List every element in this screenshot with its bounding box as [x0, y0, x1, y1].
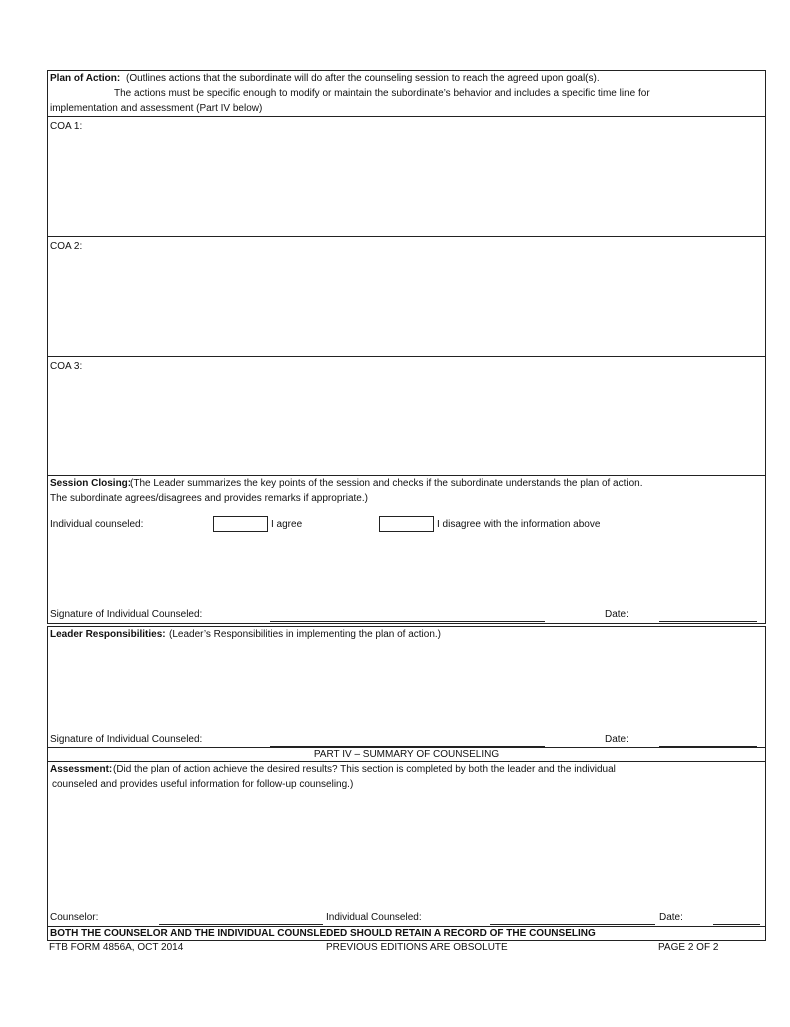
coa-2-label: COA 2: — [50, 241, 83, 252]
coa-3-label: COA 3: — [50, 361, 83, 372]
session-closing-label: Session Closing: — [50, 478, 132, 489]
part-iv-title: PART IV – SUMMARY OF COUNSELING — [313, 749, 500, 760]
date-label: Date: — [605, 609, 629, 620]
coa-1-label: COA 1: — [50, 121, 83, 132]
individual-counseled-signature-line[interactable] — [490, 924, 655, 925]
leader-date-label: Date: — [605, 734, 629, 745]
agree-label: I agree — [271, 519, 303, 530]
assessment-line2: counseled and provides useful information for follow-up counseling.) — [52, 779, 354, 790]
leader-responsibilities-label: Leader Responsibilities: — [50, 629, 166, 640]
part-iv-header — [47, 747, 766, 762]
agree-checkbox[interactable] — [213, 516, 268, 532]
assessment-label: Assessment: — [50, 764, 113, 775]
date-line[interactable] — [659, 621, 757, 622]
signature-label: Signature of Individual Counseled: — [50, 609, 203, 620]
disagree-checkbox[interactable] — [379, 516, 434, 532]
coa-1-field[interactable] — [47, 116, 766, 237]
individual-counseled-label: Individual counseled: — [50, 519, 144, 530]
session-closing-line1: (The Leader summarizes the key points of the session and checks if the subordinate understands the plan of action. — [130, 478, 643, 489]
assessment-section — [47, 761, 766, 927]
session-closing-section — [47, 475, 766, 624]
assessment-line1: (Did the plan of action achieve the desired results? This section is completed by both the leader and the individual — [113, 764, 616, 775]
page-number: PAGE 2 OF 2 — [658, 942, 719, 953]
coa-3-field[interactable] — [47, 356, 766, 476]
disagree-label: I disagree with the information above — [437, 519, 601, 530]
plan-of-action-label: Plan of Action: — [50, 73, 121, 84]
plan-of-action-line1: (Outlines actions that the subordinate will do after the counseling session to reach the agreed upon goal(s). — [126, 73, 600, 84]
form-id: FTB FORM 4856A, OCT 2014 — [49, 942, 184, 953]
signature-line[interactable] — [270, 621, 545, 622]
counseling-form-page-2 — [47, 70, 766, 941]
counselor-signature-line[interactable] — [159, 924, 323, 925]
retain-notice-row — [47, 926, 766, 941]
plan-of-action-line3: implementation and assessment (Part IV below) — [50, 103, 263, 114]
counselor-label: Counselor: — [50, 912, 99, 923]
leader-responsibilities-section — [47, 626, 766, 748]
coa-2-field[interactable] — [47, 236, 766, 357]
session-closing-line2: The subordinate agrees/disagrees and provides remarks if appropriate.) — [50, 493, 368, 504]
plan-of-action-line2: The actions must be specific enough to modify or maintain the subordinate’s behavior and includes a specific time line for — [114, 88, 650, 99]
leader-signature-label: Signature of Individual Counseled: — [50, 734, 203, 745]
editions-notice: PREVIOUS EDITIONS ARE OBSOLUTE — [326, 942, 508, 953]
assessment-date-label: Date: — [659, 912, 683, 923]
individual-counseled-signature-label: Individual Counseled: — [326, 912, 422, 923]
leader-responsibilities-text: (Leader’s Responsibilities in implementing the plan of action.) — [169, 629, 442, 640]
assessment-date-line[interactable] — [713, 924, 760, 925]
retain-notice: BOTH THE COUNSELOR AND THE INDIVIDUAL COUNSLEDED SHOULD RETAIN A RECORD OF THE COUNSELING — [50, 928, 596, 939]
plan-of-action-section — [47, 70, 766, 117]
